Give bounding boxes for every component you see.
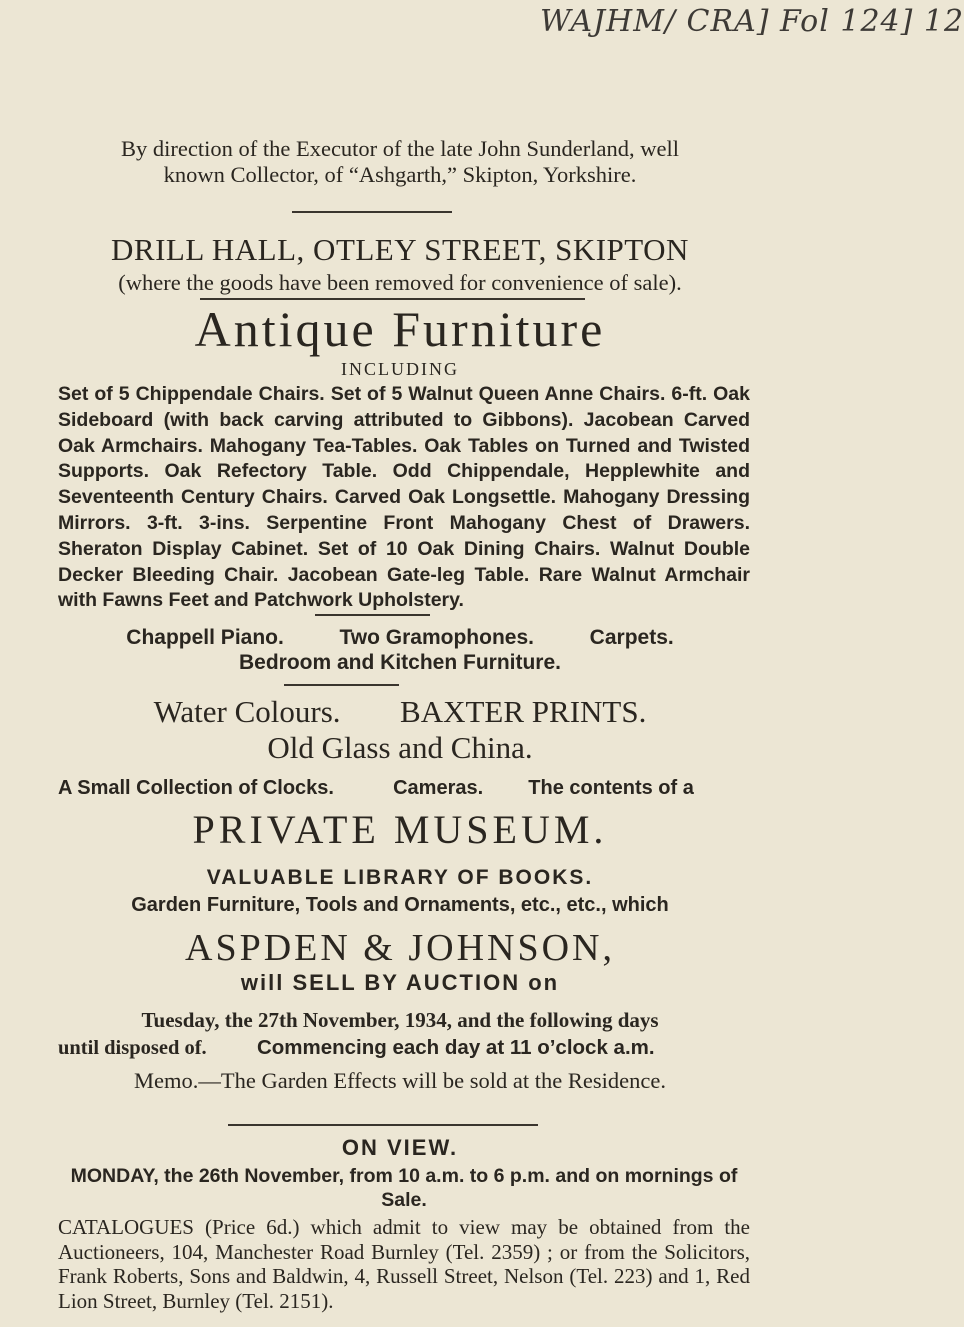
intro-line-2: known Collector, of “Ashgarth,” Skipton, Yorkshire. [163,162,637,187]
sale-date-line: Tuesday, the 27th November, 1934, and the following days [141,1008,659,1032]
until-disposed-text: until disposed of. [58,1037,207,1059]
commencing-text: Commencing each day at 11 o’clock a.m. [256,1036,655,1059]
including-label: INCLUDING [341,359,459,379]
private-museum-heading: PRIVATE MUSEUM. [192,807,608,852]
furniture-list-text: Set of 5 Chippendale Chairs. Set of 5 Walnut Queen Anne Chairs. 6-ft. Oak Sideboard (with back carving attributed to Gibbons). Jacobean Carved Oak Armchairs. Mahogany Tea-Tables. Oak Tables on Turned and Twisted Supports. Oak Refectory Table. Odd Chippendale, Hepplewhite and Seventeenth Century Chairs. Carved Oak Longsettle. Mahogany Dressing Mirrors. 3-ft. 3-ins. Serpentine Front Mahogany Chest of Drawers. Sheraton Display Cabinet. Set of 10 Oak Dining Chairs. Walnut Double Decker Bleeding Chair. Jacobean Gate-leg Table. Rare Walnut Armchair with Fawns Feet and Patchwork Upholstery. [58,383,750,612]
auctioneers-name: ASPDEN & JOHNSON, [185,927,615,969]
headline: Antique Furniture [194,301,606,357]
contents-text: The contents of a [528,777,694,799]
garden-line: Garden Furniture, Tools and Ornaments, etc., etc., which [131,894,669,916]
prints-line [0,694,800,730]
carpets-text: Carpets. [589,626,674,649]
on-view-heading: ON VIEW. [341,1135,459,1160]
until-line [58,1036,750,1060]
water-colours-text: Water Colours. [153,694,341,729]
divider-rule [315,614,430,616]
intro-paragraph [0,136,800,188]
handwritten-annotation: WAJHM/ CRA] Fol 124] 12 [540,4,964,39]
catalogues-paragraph [58,1215,750,1313]
venue-title: DRILL HALL, OTLEY STREET, SKIPTON [111,232,689,267]
clocks-text: A Small Collection of Clocks. [58,777,334,799]
cameras-text: Cameras. [393,777,484,799]
clocks-line [58,777,750,800]
memo-line: Memo.—The Garden Effects will be sold at the Residence. [134,1068,666,1093]
divider-rule [284,684,399,686]
intro-line-1: By direction of the Executor of the late John Sunderland, well [121,136,679,161]
misc-line [0,626,800,650]
sell-by-auction: will SELL BY AUCTION on [240,970,560,995]
divider-rule [228,1124,538,1126]
catalogues-text: CATALOGUES (Price 6d.) which admit to view may be obtained from the Auctioneers, 104, Manchester Road Burnley (Tel. 2359) ; or from the Solicitors, Frank Roberts, Sons and Baldwin, 4, Russell Street, Nelson (Tel. 223) and 1, Red Lion Street, Burnley (Tel. 2151). [58,1215,750,1313]
library-heading: VALUABLE LIBRARY OF BOOKS. [206,866,594,889]
glass-china-text: Old Glass and China. [267,730,533,765]
baxter-prints-text: BAXTER PRINTS. [400,694,647,729]
venue-subtitle: (where the goods have been removed for convenience of sale). [118,270,682,295]
furniture-items [58,382,750,614]
bedroom-text: Bedroom and Kitchen Furniture. [238,651,561,674]
gramophones-text: Two Gramophones. [339,626,534,649]
viewing-times: MONDAY, the 26th November, from 10 a.m. to 6 p.m. and on mornings of Sale. [70,1165,738,1211]
divider-rule [292,211,452,213]
piano-text: Chappell Piano. [126,626,284,649]
